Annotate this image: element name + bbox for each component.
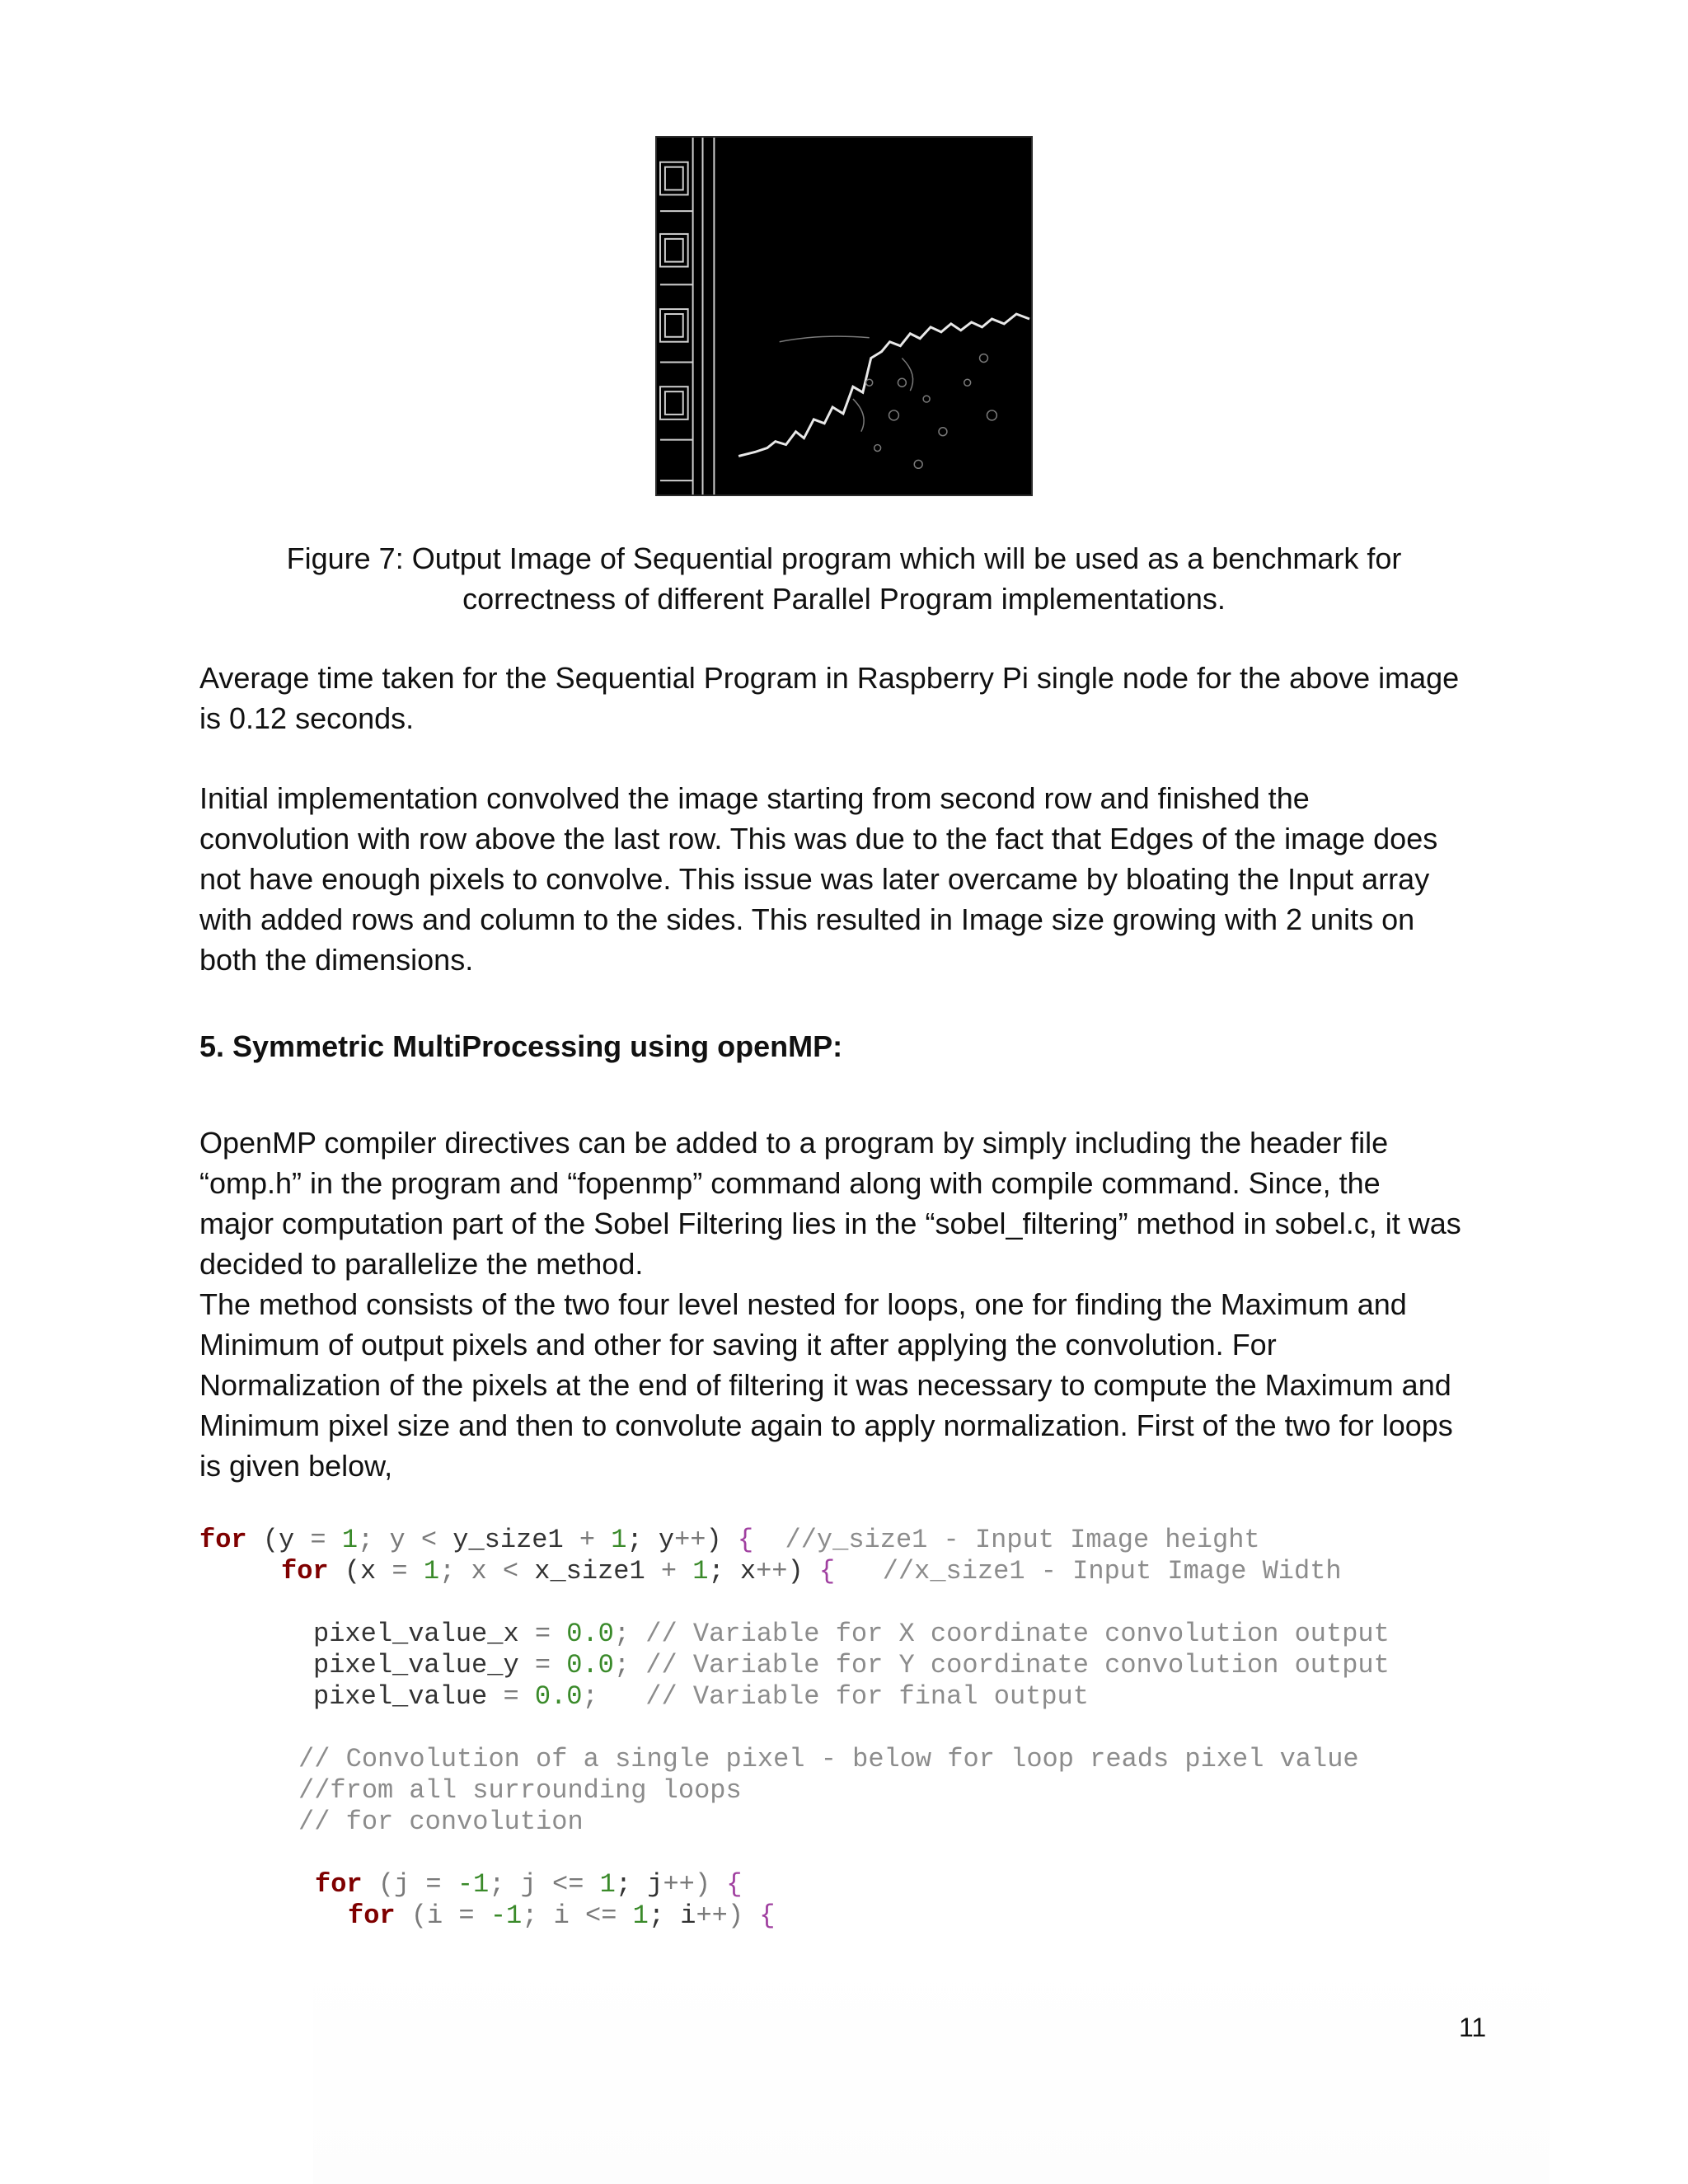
code-line-for-y: for (y = 1; y < y_size1 + 1; y++) { //y_size1 - Input Image height xyxy=(199,1525,1260,1555)
paragraph-timing: Average time taken for the Sequential Program in Raspberry Pi single node for the above image is 0.12 seconds. xyxy=(199,661,1460,735)
paragraph-openmp: OpenMP compiler directives can be added to a program by simply including the header file “omp.h” in the program and “fopenmp” command along with compile command. Since, the major computation part of the Sobel Filtering lies in the “sobel_filtering” method in sobel.c, it was decided to parallelize the method. The method consists of the two four level nested for loops, one for finding the Maximum and Minimum of output pixels and other for saving it after applying the convolution. For Normalization of the pixels at the end of filtering it was necessary to compute the Maximum and Minimum pixel size and then to convolute again to apply normalization. First of the two for loops is given below, xyxy=(199,1126,1461,1483)
code-line-pixel-y: pixel_value_y = 0.0; // Variable for Y coordinate convolution output xyxy=(313,1650,1390,1680)
paragraph-initial-implementation: Initial implementation convolved the image starting from second row and finished the convolution with row above the last row. This was due to the fact that Edges of the image does not have enough pixels to convolve. This issue was later overcame by bloating the Input array with added rows and column to the sides. This resulted in Image size growing with 2 units on both the dimensions. xyxy=(199,781,1438,977)
edge-image-drawing xyxy=(657,138,1031,494)
figure-caption xyxy=(198,538,1490,619)
code-listing xyxy=(199,1525,1518,2120)
section-heading: 5. Symmetric MultiProcessing using openMP: xyxy=(199,1029,843,1063)
code-line-for-i: for (i = -1; i <= 1; i++) { xyxy=(348,1900,776,1931)
code-line-for-j: for (j = -1; j <= 1; j++) { xyxy=(315,1869,743,1900)
page-number: 11 xyxy=(1459,2013,1487,2042)
caption-line-1: Figure 7: Output Image of Sequential program which will be used as a benchmark for xyxy=(286,541,1402,575)
code-comment-1: // Convolution of a single pixel - below for loop reads pixel value xyxy=(298,1744,1359,1774)
sobel-output-image xyxy=(655,136,1033,496)
caption-line-2: correctness of different Parallel Program implementations. xyxy=(462,582,1226,616)
code-line-for-x: for (x = 1; x < x_size1 + 1; x++) { //x_size1 - Input Image Width xyxy=(281,1556,1342,1586)
code-comment-2: //from all surrounding loops xyxy=(298,1775,742,1806)
code-line-pixel-x: pixel_value_x = 0.0; // Variable for X coordinate convolution output xyxy=(313,1619,1390,1649)
code-line-pixel-value: pixel_value = 0.0; // Variable for final output xyxy=(313,1681,1089,1712)
code-comment-3: // for convolution xyxy=(298,1807,584,1837)
